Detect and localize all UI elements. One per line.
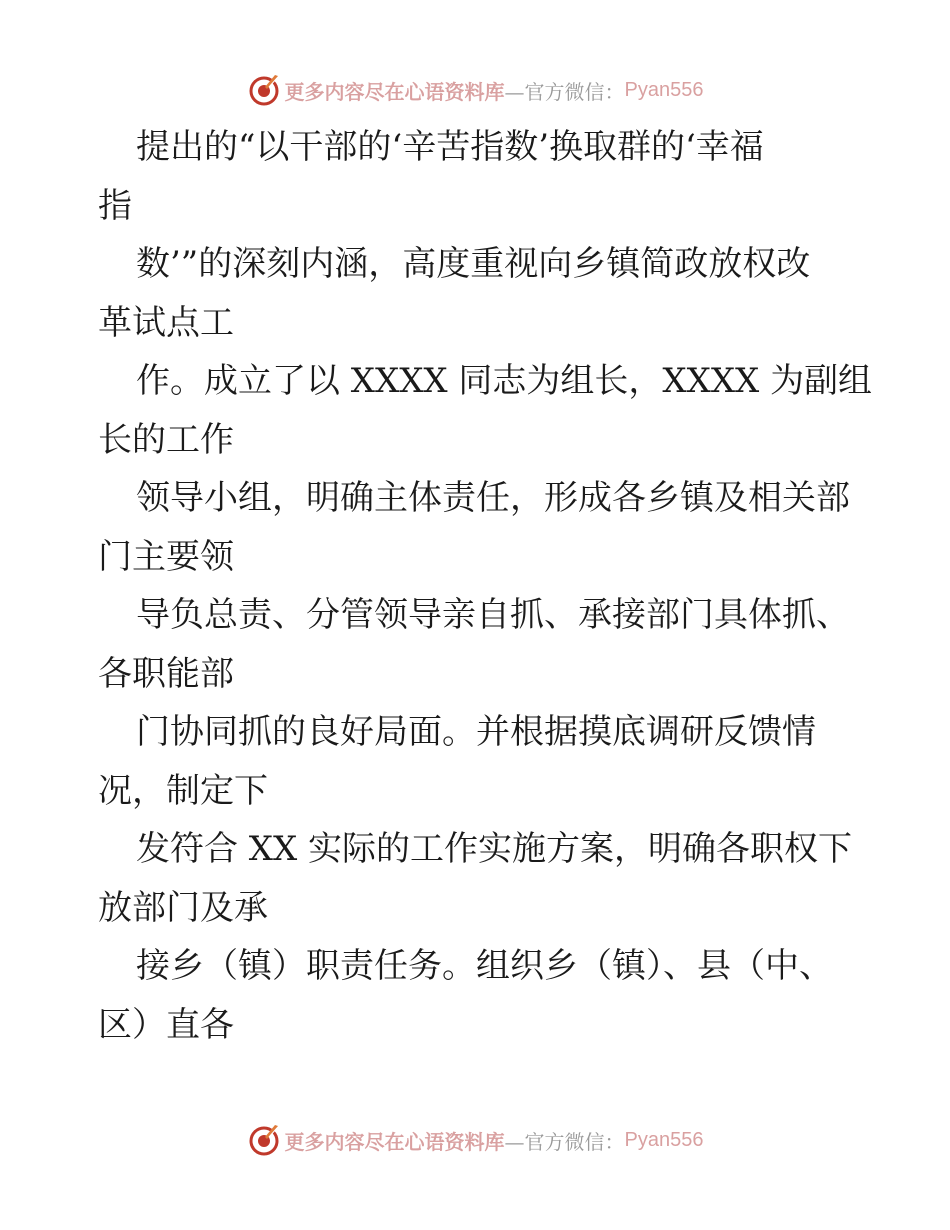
body-line: 门协同抓的良好局面。并根据摸底调研反馈情 [136,712,816,752]
body-line: 发符合 XX 实际的工作实施方案，明确各职权下 [136,829,853,869]
body-line: 门主要领 [98,536,234,577]
body-line: 接乡（镇）职责任务。组织乡（镇）、县（中、 [136,946,833,986]
body-line: 长的工作 [98,419,234,460]
banner-main-text: 更多内容尽在心语资料库 [284,1129,505,1154]
body-line: 革试点工 [98,302,234,343]
red-quill-seal-icon [247,73,281,107]
banner-wechat-id: Pyan556 [624,78,704,101]
body-line: 作。成立了以 XXXX 同志为组长，XXXX 为副组 [136,361,873,401]
body-line: 各职能部 [98,653,234,694]
body-line: 领导小组，明确主体责任，形成各乡镇及相关部 [136,478,850,518]
document-body [98,118,873,1054]
header-banner [0,70,950,110]
body-line: 放部门及承 [98,887,268,928]
footer-banner [0,1120,950,1160]
banner-sub-text: —官方微信： [504,79,625,104]
banner-wechat-id: Pyan556 [624,1128,704,1151]
body-line: 况，制定下 [98,770,268,811]
banner-main-text: 更多内容尽在心语资料库 [284,79,505,104]
banner-sub-text: —官方微信： [504,1129,625,1154]
body-line: 指 [98,185,132,226]
body-line: 数’”的深刻内涵，高度重视向乡镇简政放权改 [136,244,811,284]
red-quill-seal-icon [247,1123,281,1157]
body-line: 导负总责、分管领导亲自抓、承接部门具体抓、 [136,595,850,635]
body-line: 提出的“以干部的‘辛苦指数’换取群的‘幸福 [136,127,764,167]
body-line: 区）直各 [98,1004,234,1045]
